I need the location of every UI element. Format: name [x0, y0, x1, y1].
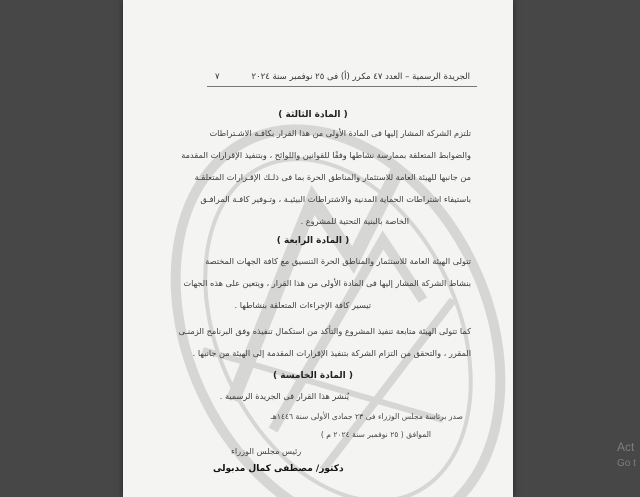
article-3-line-4: باستيفاء اشتراطات الحماية المدنية والاشتراطات البيئيـة ، وتـوفير كافـة المرافـق — [200, 194, 471, 204]
activation-notice-subtitle: Go t — [617, 458, 636, 469]
article-3-line-1: تلتزم الشركة المشار إليها فى المادة الأولى من هذا القرار بكافـة الاشـتراطات — [209, 128, 471, 138]
signature-title: رئيس مجلس الوزراء — [231, 446, 302, 456]
article-4-line-3: تيسير كافة الإجراءات المتعلقة بنشاطها . — [234, 300, 371, 310]
article-4-heading: ( المادة الرابعة ) — [276, 236, 350, 246]
article-3-line-5: الخاصة بالبنية التحتية للمشروع . — [300, 216, 409, 226]
issued-line-2: الموافق ( ٢٥ نوفمبر سنة ٢٠٢٤ م ) — [320, 430, 431, 439]
article-4-line-1: تتولى الهيئة العامة للاستثمار والمناطق الحرة التنسيق مع كافة الجهات المختصة — [205, 256, 471, 266]
article-3-line-3: من جانبها للهيئة العامة للاستثمار والمناطق الحرة بما فى ذلـك الإقـرارات المتعلقـة — [194, 172, 471, 182]
article-4-line-4: كما تتولى الهيئة متابعة تنفيذ المشروع والتأكد من استكمال تنفيذه وفق البرنامج الزمنـى — [178, 326, 471, 336]
article-3-line-2: والضوابط المتعلقة بممارسة نشاطها وفقًا للقوانين واللوائح ، وبتنفيذ الإقرارات المقدمة — [181, 150, 471, 160]
article-4-line-2: بنشاط الشركة المشار إليها فى المادة الأولى من هذا القرار ، ويتعين على هذه الجهات — [183, 278, 471, 288]
article-5-heading: ( المادة الخامسة ) — [273, 371, 353, 381]
header-divider — [207, 86, 477, 87]
article-3-heading: ( المادة الثالثة ) — [278, 110, 348, 120]
header-title: الجريدة الرسمية – العدد ٤٧ مكرر (أ) فى ٢٥ نوفمبر سنة ٢٠٢٤ — [251, 72, 470, 82]
document-page — [123, 0, 513, 497]
signature-name: دكتور/ مصطفى كمال مدبولى — [213, 464, 344, 474]
page-number: ٧ — [215, 72, 220, 82]
activation-notice-title: Act — [617, 440, 635, 454]
article-5-line-1: يُنشر هذا القرار فى الجريدة الرسمية . — [219, 391, 349, 401]
page-header — [215, 72, 470, 82]
issued-line-1: صدر برئاسة مجلس الوزراء فى ٢٣ جمادى الأولى سنة ١٤٤٦هـ — [270, 412, 463, 421]
article-4-line-5: المقرر ، والتحقق من التزام الشركة بتنفيذ الإقرارات المقدمة إلى الهيئة من جانبها . — [192, 348, 471, 358]
